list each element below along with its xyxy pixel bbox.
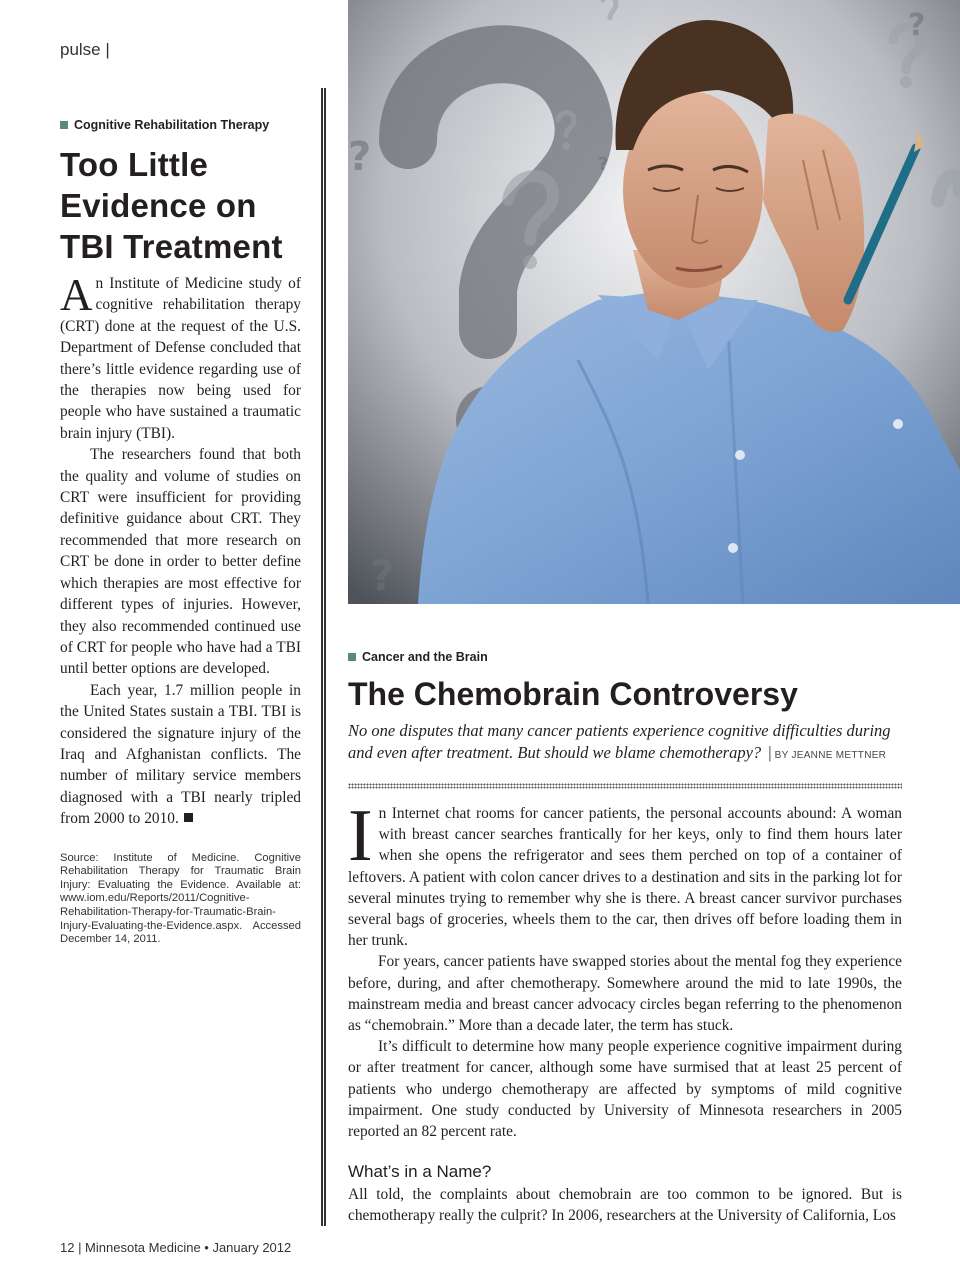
section-subhead: What’s in a Name? xyxy=(348,1162,492,1182)
left-article-title: Too Little Evidence on TBI Treatment xyxy=(60,146,283,265)
right-dropcap: I xyxy=(348,795,373,877)
right-paragraph-2: For years, cancer patients have swapped stories about the mental fog they experience before, during, and after chemotherapy. Somewhere around the mid to late 1990s, the mainstream media and breast cancer advocacy circles began referring to the phenomenon as “chemobrain.” More than a decade later, the term has stuck. xyxy=(348,953,902,1035)
deck-separator: | xyxy=(768,743,772,762)
svg-text:?: ? xyxy=(348,134,372,180)
left-kicker-text: Cognitive Rehabilitation Therapy xyxy=(74,118,270,132)
left-source-note: Source: Institute of Medicine. Cognitive Rehabilitation Therapy for Traumatic Brain Injury: Evaluating the Evidence. Available at: www.iom.edu/Reports/2011/Cognitive-Rehabilitation-Therapy-for-Traumatic-Brain-Injury-Evaluating-the-Evidence.aspx. Accessed December 14, 2011. xyxy=(60,851,301,946)
subhead-body xyxy=(348,1184,902,1226)
article-deck: No one disputes that many cancer patients experience cognitive difficulties during and even after treatment. But should we blame chemotherapy? | BY JEANNE METTNER xyxy=(348,721,891,762)
left-paragraph-3: Each year, 1.7 million people in the United States sustain a TBI. TBI is considered the signature injury of the Iraq and Afghanistan conflicts. The number of military service members diagnosed with a TBI nearly tripled from 2000 to 2010. xyxy=(60,681,301,828)
svg-text:?: ? xyxy=(908,8,926,43)
column-divider xyxy=(321,88,326,1226)
left-kicker xyxy=(60,118,301,132)
left-article xyxy=(60,118,301,947)
right-article-title: The Chemobrain Controversy xyxy=(348,676,798,712)
page-footer: 12 | Minnesota Medicine • January 2012 xyxy=(60,1240,292,1255)
right-paragraph-3: It’s difficult to determine how many people experience cognitive impairment during or after treatment for cancer, although some have surmised that at least 25 percent of patients who undergo chemotherapy are affected by symptoms of mild cognitive impairment. One study conducted by University of Minnesota researchers in 2005 reported an 82 percent rate. xyxy=(348,1038,902,1141)
left-article-body xyxy=(60,270,301,830)
svg-text:?: ? xyxy=(370,551,395,600)
right-kicker xyxy=(348,650,902,664)
right-kicker-text: Cancer and the Brain xyxy=(362,650,488,664)
end-mark-icon xyxy=(184,813,193,822)
left-paragraph-2: The researchers found that both the quality and volume of studies on CRT were insufficient for providing definitive guidance about CRT. They recommended that more research on CRT be done in order to better define which therapies are most effective for different types of injuries. However, they also recommended continued use of CRT for people who have had a TBI until better options are developed. xyxy=(60,446,301,678)
dotted-divider xyxy=(348,783,902,789)
right-paragraph-4: All told, the complaints about chemobrain are too common to be ignored. But is chemotherapy really the culprit? In 2006, researchers at the University of California, Los xyxy=(348,1186,902,1225)
section-label: pulse | xyxy=(60,40,110,59)
left-dropcap: A xyxy=(60,270,93,320)
left-paragraph-1: An Institute of Medicine study of cognitive rehabilitation therapy (CRT) done at the request of the U.S. Department of Defense concluded that there’s little evidence regarding use of the therapies now being used for people who have sustained a traumatic brain injury (TBI). xyxy=(60,270,301,442)
photo-illustration xyxy=(348,0,960,604)
svg-text:?: ? xyxy=(598,154,609,175)
article-photo xyxy=(348,0,960,604)
byline: BY JEANNE METTNER xyxy=(774,750,887,761)
kicker-square-icon xyxy=(60,121,68,129)
right-article-body xyxy=(348,795,902,1142)
right-paragraph-1: In Internet chat rooms for cancer patients, the personal accounts abound: A woman with breast cancer searches frantically for her keys, only to find them hours later when she opens the refrigerator and sees them perched on top of a container of leftovers. A patient with colon cancer drives to a destination and sits in the parking lot for several minutes trying to remember why she is there. A breast cancer survivor purchases several bags of groceries, wheels them to the car, then drives off before loading them in her trunk. xyxy=(348,795,902,950)
right-article xyxy=(348,650,902,1227)
kicker-square-icon xyxy=(348,653,356,661)
